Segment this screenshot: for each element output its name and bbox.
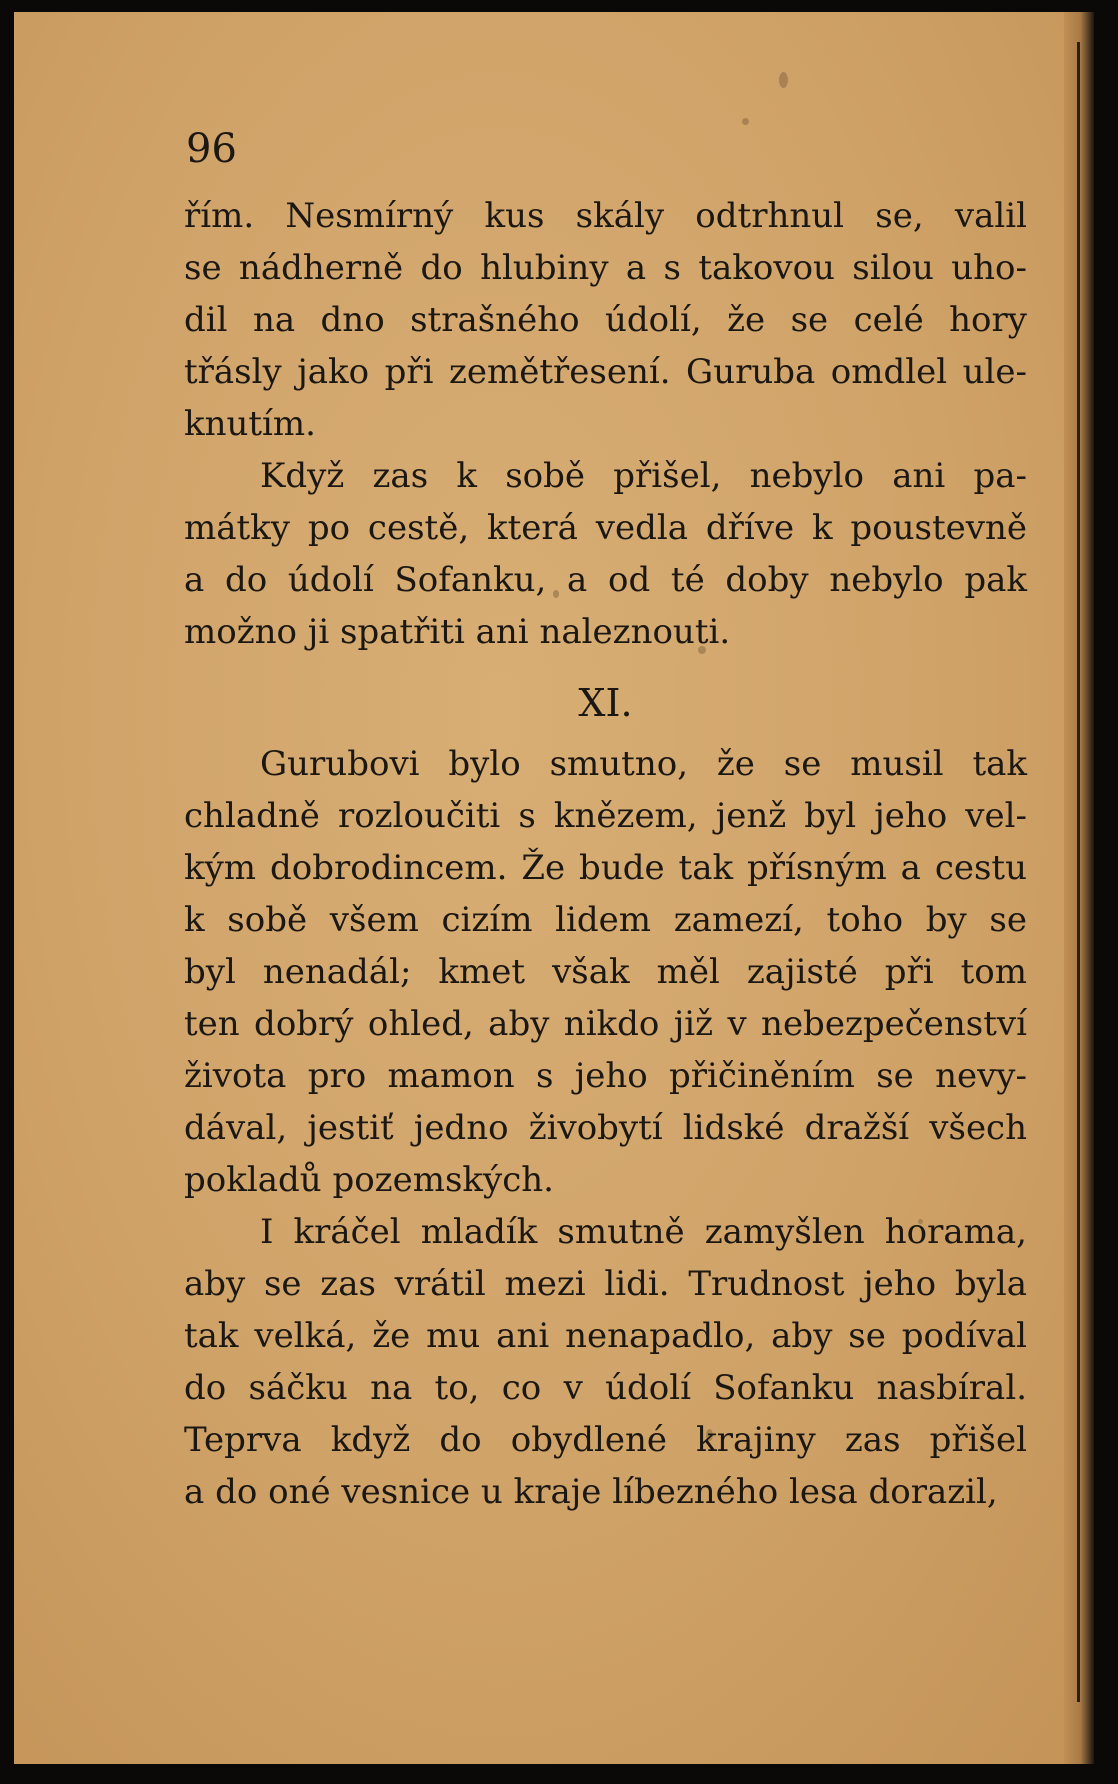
body-text [184,190,1027,1518]
text-line: byl nenadál; kmet však měl zajisté při tom [184,952,1027,992]
text-line: k sobě všem cizím lidem zamezí, toho by se [184,900,1027,940]
text-line: I kráčel mladík smutně zamyšlen horama, [260,1212,1027,1252]
text-line: života pro mamon s jeho přičiněním se nevy- [184,1056,1027,1096]
paragraph [184,1206,1027,1518]
text-line: dával, jestiť jedno živobytí lidské dražší všech [184,1108,1027,1148]
text-line: Teprva když do obydlené krajiny zas přišel [184,1420,1027,1460]
text-line: aby se zas vrátil mezi lidi. Trudnost jeho byla [184,1264,1027,1304]
text-line: třásly jako při zemětřesení. Guruba omdlel ule- [184,352,1027,392]
text-line: a do údolí Sofanku, a od té doby nebylo pak [184,560,1027,600]
binding-edge [1077,42,1080,1702]
text-line: Když zas k sobě přišel, nebylo ani pa- [260,456,1027,496]
chapter-heading: XI. [578,681,633,725]
text-line: chladně rozloučiti s knězem, jenž byl jeho vel- [184,796,1027,836]
text-line: tak velká, že mu ani nenapadlo, aby se podíval [184,1316,1027,1356]
paper-speck [742,118,749,125]
text-line: knutím. [184,404,316,444]
paragraph [184,190,1027,450]
text-line: mátky po cestě, která vedla dříve k poustevně [184,508,1027,548]
text-line: řím. Nesmírný kus skály odtrhnul se, valil [184,196,1027,236]
text-line: dil na dno strašného údolí, že se celé hory [184,300,1027,340]
book-page [14,12,1094,1764]
text-line: pokladů pozemských. [184,1160,554,1200]
text-line: Gurubovi bylo smutno, že se musil tak [260,744,1027,784]
text-line: možno ji spatřiti ani naleznouti. [184,612,731,652]
paper-speck [779,72,788,88]
page-number: 96 [186,126,237,172]
paragraph [184,738,1027,1206]
text-line: a do oné vesnice u kraje líbezného lesa dorazil, [184,1472,998,1512]
text-line: do sáčku na to, co v údolí Sofanku nasbíral. [184,1368,1027,1408]
paragraph [184,450,1027,658]
text-line: kým dobrodincem. Že bude tak přísným a cestu [184,848,1027,888]
text-line: se nádherně do hlubiny a s takovou silou uho- [184,248,1027,288]
text-line: ten dobrý ohled, aby nikdo již v nebezpečenství [184,1004,1027,1044]
